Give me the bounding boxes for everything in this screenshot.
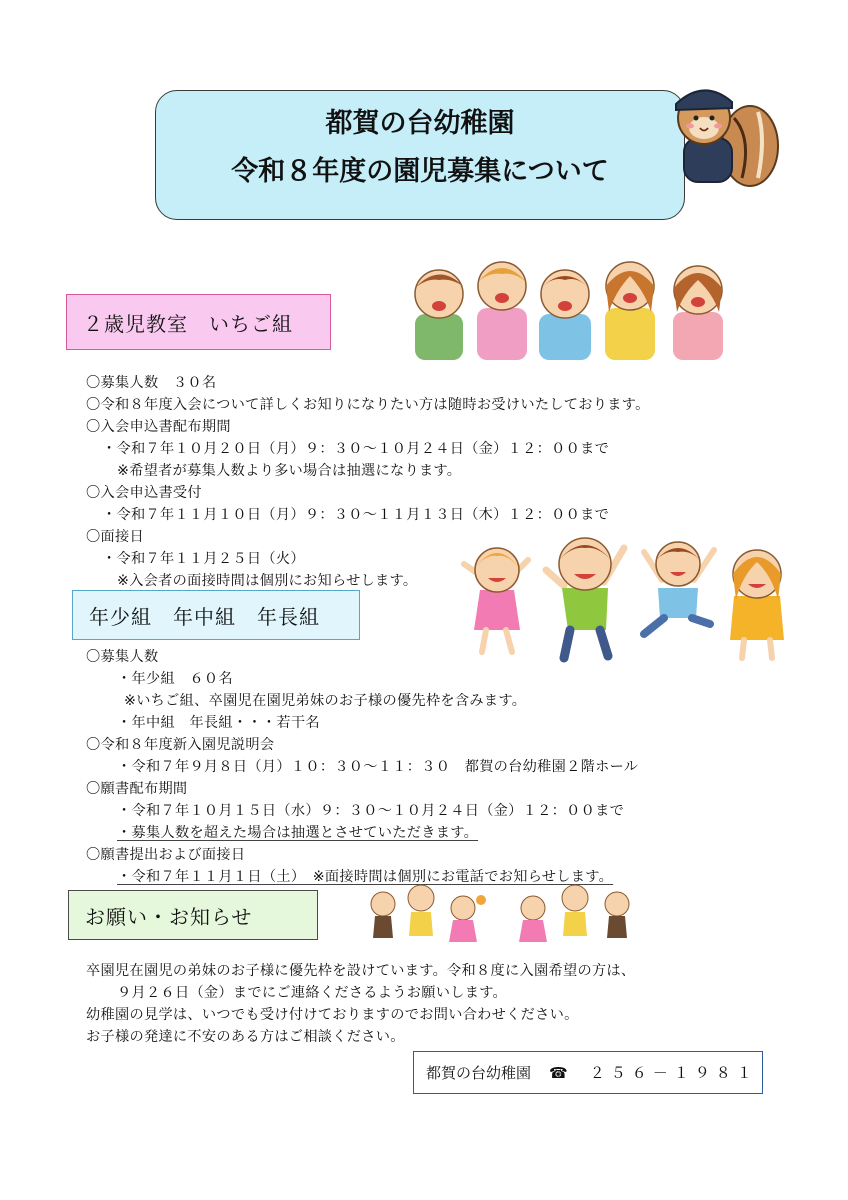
text-line: ・令和７年１０月１５日（水）９：３０～１０月２４日（金）１２：００まで (117, 803, 625, 819)
text-line: 〇募集人数 (86, 649, 159, 665)
title-box (155, 90, 685, 220)
phone-icon: ☎ (549, 1063, 568, 1082)
text-line: 〇入会申込書配布期間 (86, 419, 231, 435)
section-heading-ichigo: ２歳児教室 いちご組 (66, 294, 331, 350)
text-line: 〇面接日 (86, 529, 144, 545)
text-line: ・令和７年１１月１日（土） ※面接時間は個別にお電話でお知らせします。 (117, 869, 614, 885)
text-line: ９月２６日（金）までにご連絡くださるようお願いします。 (117, 985, 508, 1001)
text-line: ・年少組 ６０名 (117, 671, 233, 687)
text-line: ・年中組 年長組・・・若干名 (117, 715, 320, 731)
text-line: 〇願書提出および面接日 (86, 847, 246, 863)
children-group-icon (405, 252, 735, 362)
dancing-children-icon (365, 880, 655, 948)
text-line: ・令和７年９月８日（月）１０：３０～１１：３０ 都賀の台幼稚園２階ホール (117, 759, 639, 775)
text-line: 卒園児在園児の弟妹のお子様に優先枠を設けています。令和８度に入園希望の方は、 (86, 963, 636, 979)
contact-phone-number[interactable]: ２５６－１９８１ (589, 1064, 758, 1082)
contact-school-name: 都賀の台幼稚園 (426, 1064, 532, 1082)
text-line: 〇令和８年度新入園児説明会 (86, 737, 275, 753)
text-line: ※入会者の面接時間は個別にお知らせします。 (117, 573, 418, 589)
text-line: 〇募集人数 ３０名 (86, 375, 217, 391)
text-line: 〇令和８年度入会について詳しくお知りになりたい方は随時お受けいたしております。 (86, 397, 650, 413)
recruitment-title: 令和８年度の園児募集について (231, 156, 609, 187)
section-heading-yearly-classes: 年少組 年中組 年長組 (72, 590, 360, 640)
text-line: ※いちご組、卒園児在園児弟妹のお子様の優先枠を含みます。 (124, 693, 527, 709)
section-heading-notices: お願い・お知らせ (68, 890, 318, 940)
school-name-title: 都賀の台幼稚園 (325, 108, 515, 139)
contact-box (413, 1051, 763, 1094)
text-line: お子様の発達に不安のある方はご相談ください。 (86, 1029, 405, 1045)
text-line: ※希望者が募集人数より多い場合は抽選になります。 (117, 463, 462, 479)
text-line: 〇入会申込書受付 (86, 485, 202, 501)
jumping-children-icon (458, 530, 793, 670)
text-line: ・募集人数を超えた場合は抽選とさせていただきます。 (117, 825, 479, 841)
text-line: ・令和７年１１月２５日（火） (102, 551, 305, 567)
text-line: ・令和７年１０月２０日（月）９：３０～１０月２４日（金）１２：００まで (102, 441, 610, 457)
text-line: ・令和７年１１月１０日（月）９：３０～１１月１３日（木）１２：００まで (102, 507, 610, 523)
text-line: 幼稚園の見学は、いつでも受け付けておりますのでお問い合わせください。 (86, 1007, 579, 1023)
text-line: 〇願書配布期間 (86, 781, 188, 797)
squirrel-mascot-icon (662, 78, 782, 193)
